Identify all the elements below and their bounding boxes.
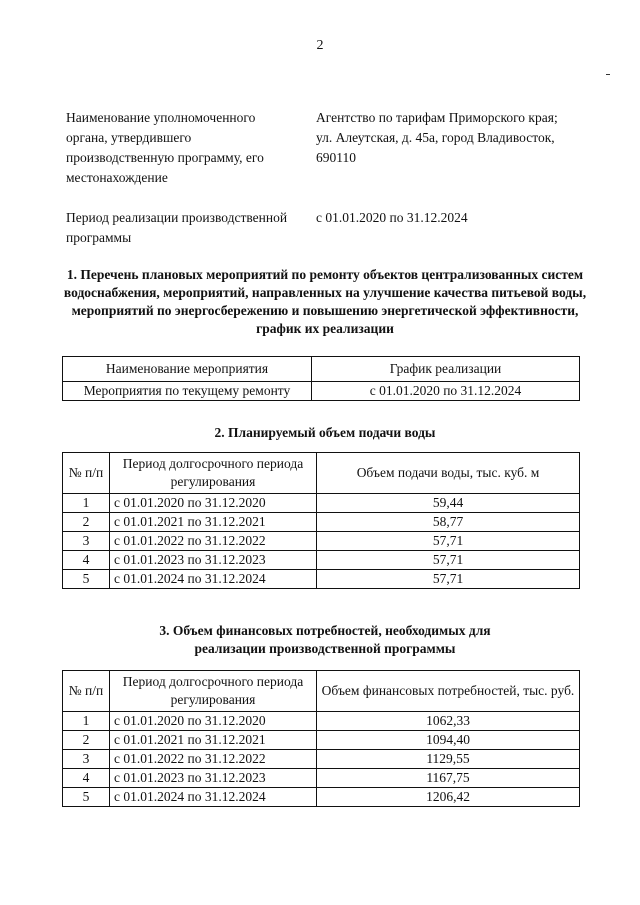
table-row [63,788,580,807]
table-cell: 59,44 [317,494,580,513]
table-cell: 4 [63,769,110,788]
table-header-cell: Период долгосрочного периода регулирования [110,453,317,494]
section-2-table [62,452,580,589]
table-cell: 58,77 [317,513,580,532]
table-cell: 1 [63,712,110,731]
table-cell: 57,71 [317,551,580,570]
table-cell: с 01.01.2024 по 31.12.2024 [110,570,317,589]
table-header-cell: № п/п [63,453,110,494]
info-label: Наименование уполномоченного органа, утвердившего производственную программу, его местонахождение [66,110,264,185]
table-header-row [63,453,580,494]
table-header-cell: Объем финансовых потребностей, тыс. руб. [317,671,580,712]
page-number: 2 [316,38,324,53]
table-cell: с 01.01.2024 по 31.12.2024 [110,788,317,807]
table-header-cell: Наименование мероприятия [63,357,312,382]
table-header-row [63,671,580,712]
table-cell: Мероприятия по текущему ремонту [63,382,312,401]
table-cell: с 01.01.2020 по 31.12.2024 [312,382,580,401]
table-cell: 1206,42 [317,788,580,807]
table-row [63,551,580,570]
table-row [63,570,580,589]
info-value: Агентство по тарифам Приморского края; ул. Алеутская, д. 45а, город Владивосток, 690110 [316,110,558,165]
table-row [63,532,580,551]
table-header-row [63,357,580,382]
table-cell: с 01.01.2022 по 31.12.2022 [110,750,317,769]
table-row [63,712,580,731]
table-header-cell: Объем подачи воды, тыс. куб. м [317,453,580,494]
table-cell: 57,71 [317,532,580,551]
table-cell: 5 [63,570,110,589]
table-cell: 4 [63,551,110,570]
table-header-cell: № п/п [63,671,110,712]
table-cell: 5 [63,788,110,807]
table-cell: с 01.01.2022 по 31.12.2022 [110,532,317,551]
table-cell: 2 [63,731,110,750]
table-cell: с 01.01.2020 по 31.12.2020 [110,494,317,513]
table-cell: с 01.01.2023 по 31.12.2023 [110,551,317,570]
table-row [63,731,580,750]
table-cell: 1129,55 [317,750,580,769]
info-label: Период реализации производственной программы [66,210,288,245]
table-cell: 1 [63,494,110,513]
table-cell: с 01.01.2021 по 31.12.2021 [110,731,317,750]
table-row [63,750,580,769]
table-row [63,769,580,788]
table-header-cell: График реализации [312,357,580,382]
table-cell: 3 [63,532,110,551]
section-2-title: 2. Планируемый объем подачи воды [214,425,436,440]
table-cell: с 01.01.2020 по 31.12.2020 [110,712,317,731]
table-cell: 1062,33 [317,712,580,731]
section-3-table [62,670,580,807]
table-cell: с 01.01.2023 по 31.12.2023 [110,769,317,788]
info-value: с 01.01.2020 по 31.12.2024 [316,210,468,225]
table-row [63,494,580,513]
table-cell: 2 [63,513,110,532]
table-cell: 57,71 [317,570,580,589]
section-1-table [62,356,580,401]
table-row [63,382,580,401]
section-1-title: 1. Перечень плановых мероприятий по ремонту объектов централизованных систем водоснабжения, мероприятий, направленных на улучшение качества питьевой воды, мероприятий по энергосбережению и повышению энергетической эффективности, график их реализации [63,267,587,336]
table-cell: 1167,75 [317,769,580,788]
table-cell: 3 [63,750,110,769]
table-cell: 1094,40 [317,731,580,750]
margin-mark [606,74,610,75]
table-header-cell: Период долгосрочного периода регулирования [110,671,317,712]
section-3-title: 3. Объем финансовых потребностей, необходимых для реализации производственной программы [159,623,491,656]
table-cell: с 01.01.2021 по 31.12.2021 [110,513,317,532]
table-row [63,513,580,532]
